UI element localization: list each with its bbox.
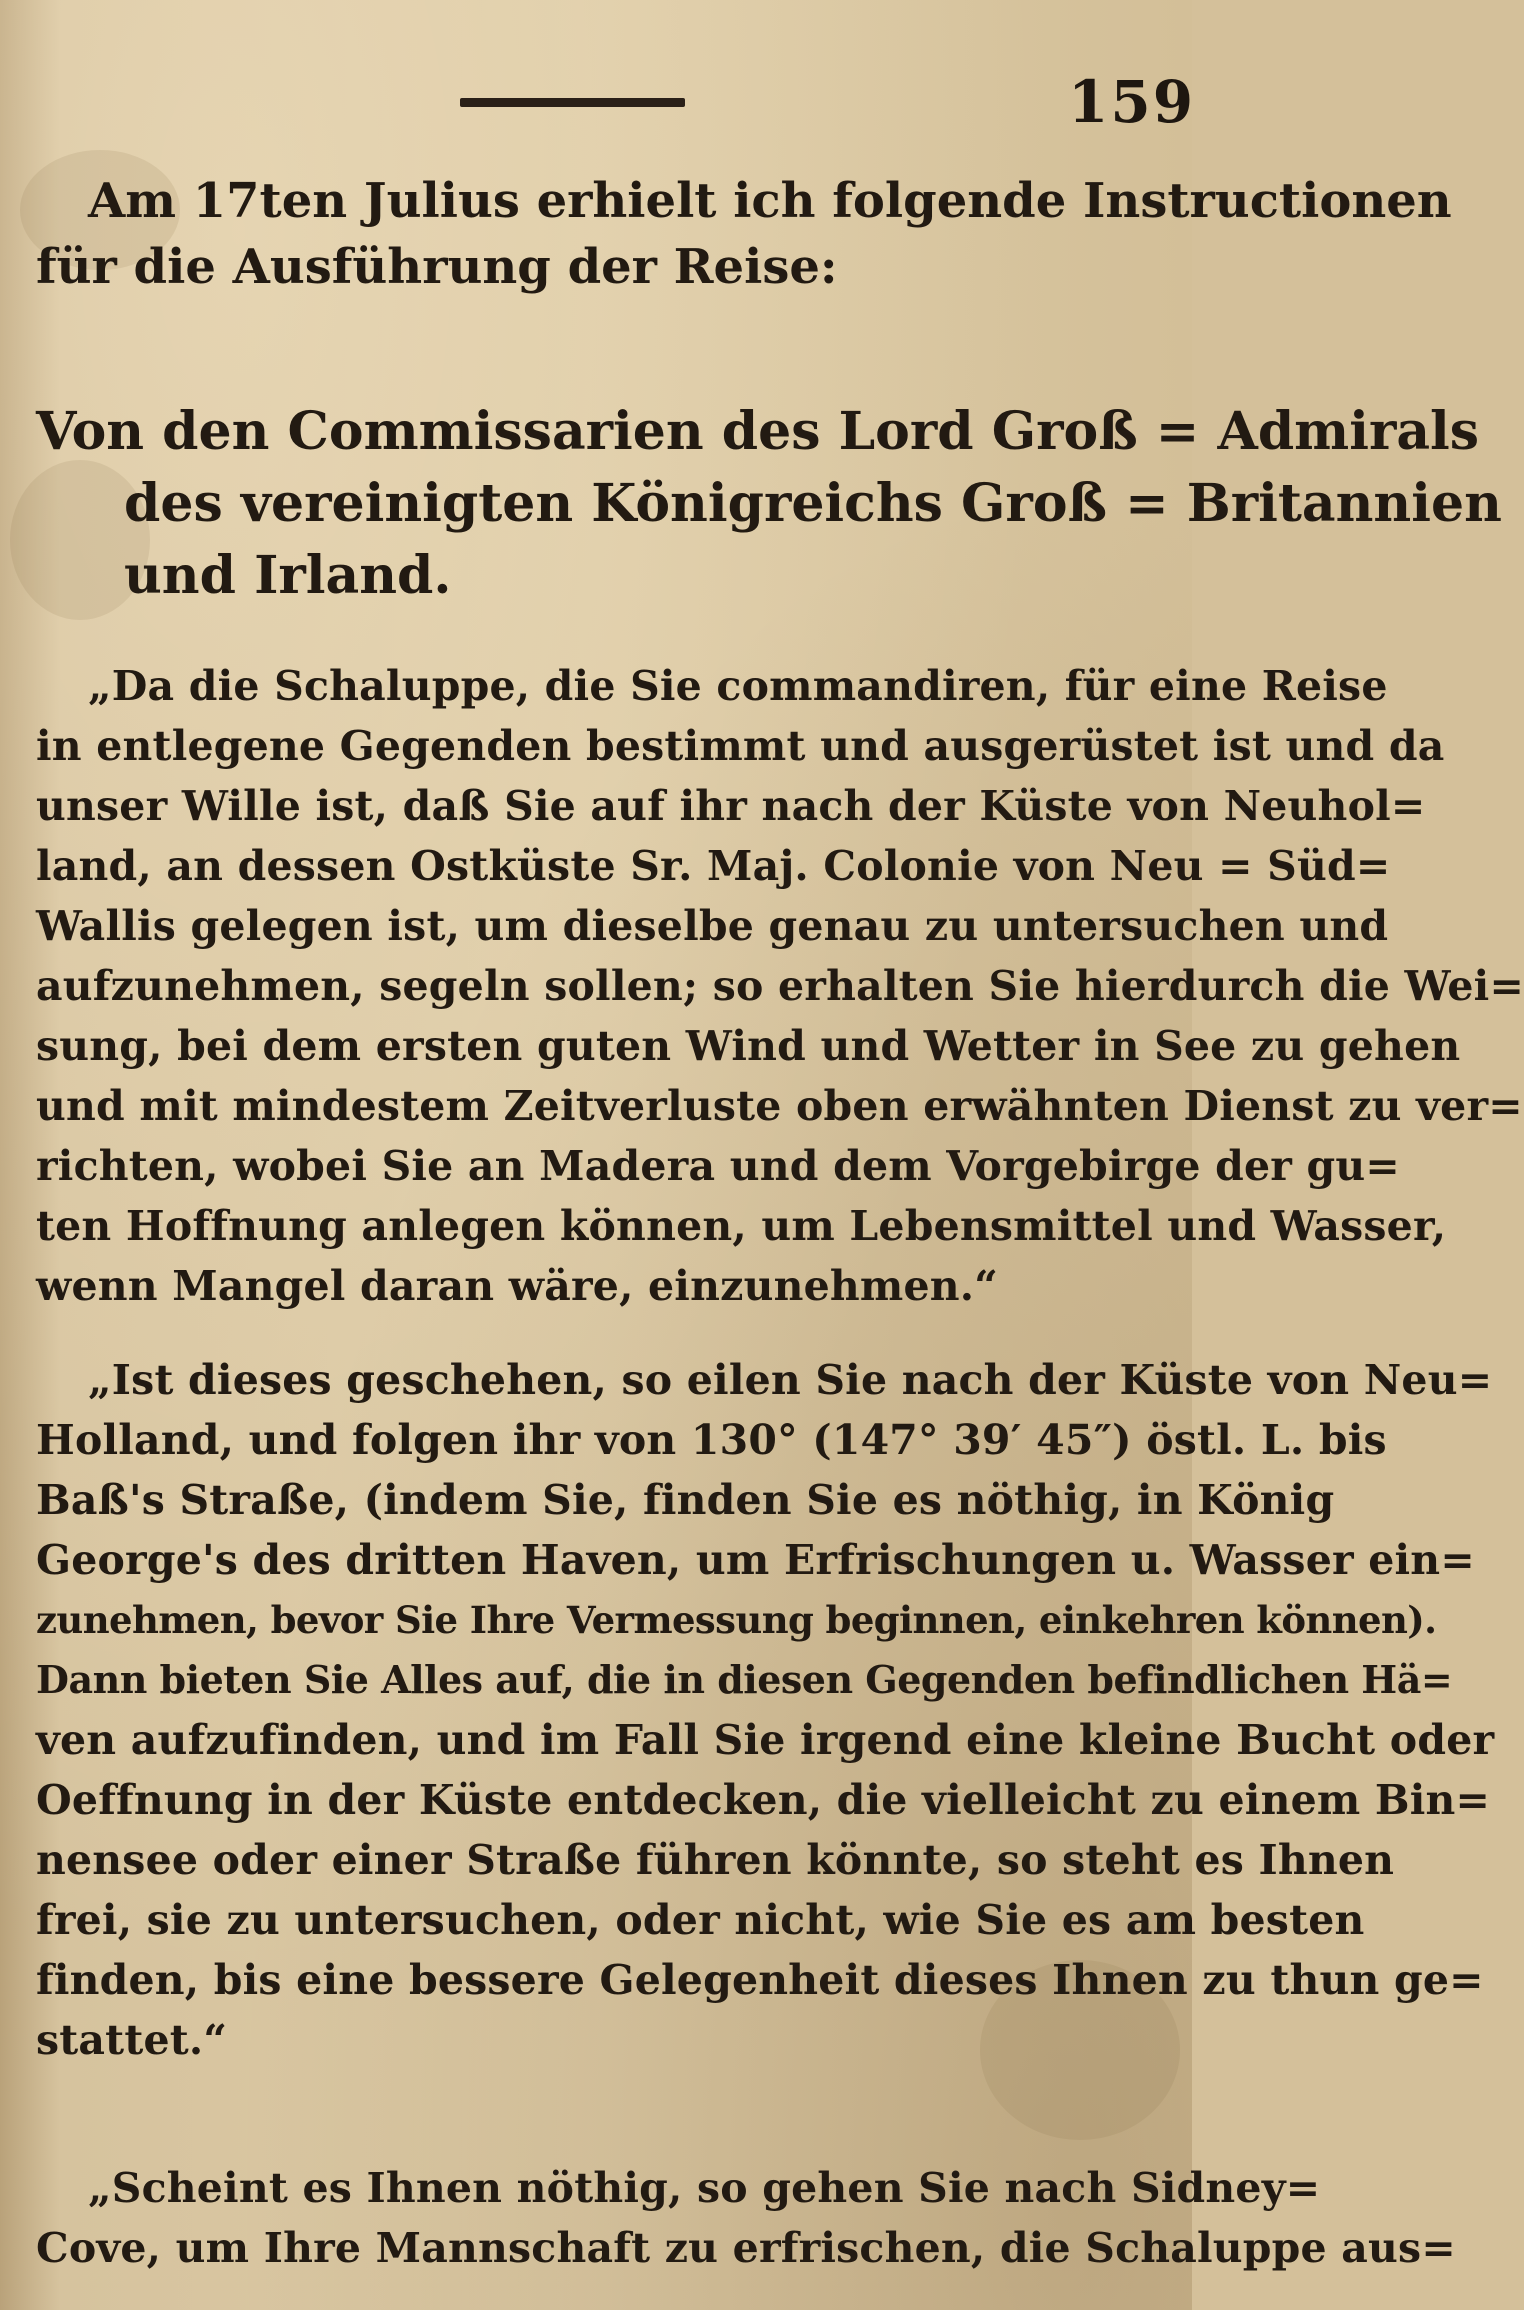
heading-line: des vereinigten Königreichs Groß = Britannien bbox=[124, 473, 1502, 534]
text-line: ten Hoffnung anlegen können, um Lebensmittel und Wasser, bbox=[36, 1202, 1447, 1250]
text-line: land, an dessen Ostküste Sr. Maj. Colonie von Neu = Süd= bbox=[36, 842, 1391, 890]
paragraph-2 bbox=[36, 1350, 1495, 2070]
section-heading bbox=[36, 396, 1502, 612]
text-line: „Da die Schaluppe, die Sie commandiren, für eine Reise bbox=[88, 662, 1388, 710]
text-line: ven aufzufinden, und im Fall Sie irgend eine kleine Bucht oder bbox=[36, 1716, 1495, 1764]
page-number: 159 bbox=[1068, 68, 1196, 136]
text-line: George's des dritten Haven, um Erfrischungen u. Wasser ein= bbox=[36, 1536, 1475, 1584]
text-line: sung, bei dem ersten guten Wind und Wetter in See zu gehen bbox=[36, 1022, 1461, 1070]
text-line: zunehmen, bevor Sie Ihre Vermessung beginnen, einkehren können). bbox=[36, 1598, 1437, 1642]
text-line: „Ist dieses geschehen, so eilen Sie nach der Küste von Neu= bbox=[88, 1356, 1493, 1404]
text-line: „Scheint es Ihnen nöthig, so gehen Sie nach Sidney= bbox=[88, 2164, 1321, 2212]
text-line: aufzunehmen, segeln sollen; so erhalten Sie hierdurch die Wei= bbox=[36, 962, 1524, 1010]
text-line: Wallis gelegen ist, um dieselbe genau zu untersuchen und bbox=[36, 902, 1389, 950]
text-line: stattet.“ bbox=[36, 2016, 228, 2064]
paragraph-1 bbox=[36, 656, 1524, 1316]
text-line: Baß's Straße, (indem Sie, finden Sie es nöthig, in König bbox=[36, 1476, 1335, 1524]
text-line: Oeffnung in der Küste entdecken, die vielleicht zu einem Bin= bbox=[36, 1776, 1491, 1824]
text-line: Dann bieten Sie Alles auf, die in diesen Gegenden befindlichen Hä= bbox=[36, 1657, 1453, 1702]
paragraph-3 bbox=[36, 2158, 1456, 2278]
text-line: Cove, um Ihre Mannschaft zu erfrischen, die Schaluppe aus= bbox=[36, 2224, 1456, 2272]
header-rule bbox=[460, 98, 685, 107]
text-line: wenn Mangel daran wäre, einzunehmen.“ bbox=[36, 1262, 999, 1310]
text-line: richten, wobei Sie an Madera und dem Vorgebirge der gu= bbox=[36, 1142, 1400, 1190]
text-line: frei, sie zu untersuchen, oder nicht, wie Sie es am besten bbox=[36, 1896, 1365, 1944]
text-line: Holland, und folgen ihr von 130° (147° 39′ 45″) östl. L. bis bbox=[36, 1416, 1387, 1464]
text-line: finden, bis eine bessere Gelegenheit dieses Ihnen zu thun ge= bbox=[36, 1956, 1484, 2004]
text-line: Am 17ten Julius erhielt ich folgende Instructionen bbox=[88, 173, 1452, 229]
text-line: nensee oder einer Straße führen könnte, so steht es Ihnen bbox=[36, 1836, 1395, 1884]
text-line: und mit mindestem Zeitverluste oben erwähnten Dienst zu ver= bbox=[36, 1082, 1523, 1130]
heading-line: Von den Commissarien des Lord Groß = Admirals bbox=[36, 401, 1480, 462]
text-line: in entlegene Gegenden bestimmt und ausgerüstet ist und da bbox=[36, 722, 1445, 770]
text-line: für die Ausführung der Reise: bbox=[36, 239, 838, 295]
intro-paragraph bbox=[36, 168, 1452, 300]
text-line: unser Wille ist, daß Sie auf ihr nach der Küste von Neuhol= bbox=[36, 782, 1426, 830]
heading-line: und Irland. bbox=[124, 545, 452, 606]
